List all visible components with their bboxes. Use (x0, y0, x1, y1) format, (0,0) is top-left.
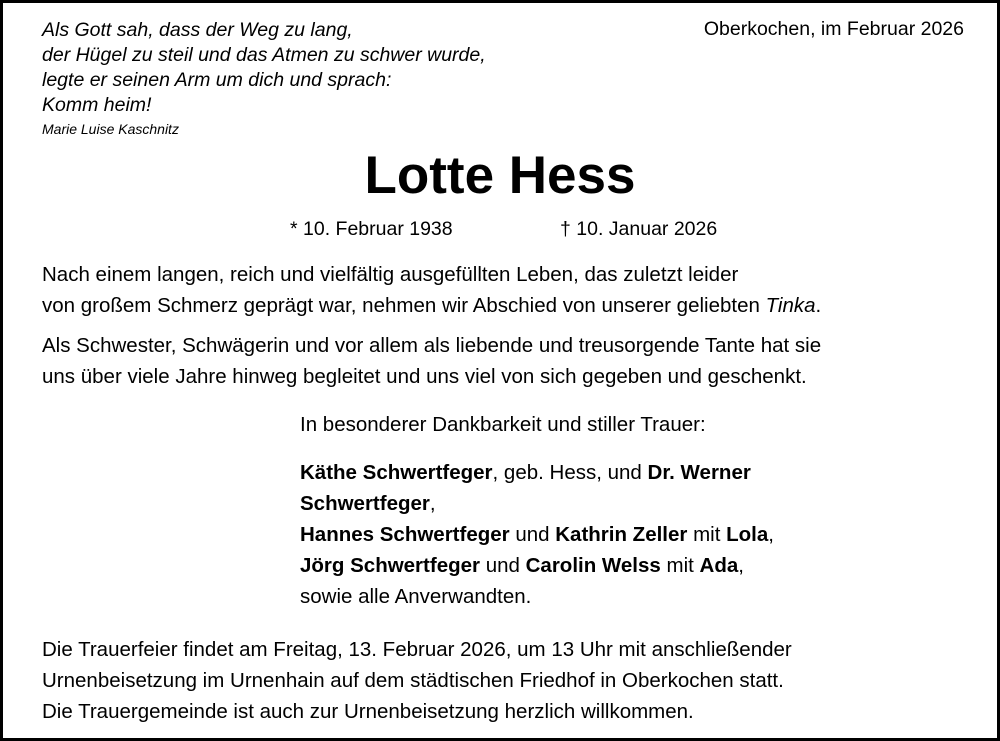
text-line: Nach einem langen, reich und vielfältig ausgefüllten Leben, das zuletzt leider (42, 263, 739, 286)
poem (42, 18, 486, 118)
deceased-name: Lotte Hess (364, 146, 636, 205)
text-line: Urnenbeisetzung im Urnenhain auf dem städtischen Friedhof in Oberkochen statt. (42, 669, 784, 692)
poem-line: legte er seinen Arm um dich und sprach: (42, 69, 392, 91)
paragraph-farewell (42, 259, 821, 321)
mourner-line: Schwertfeger, (300, 492, 436, 515)
mourners-list (300, 457, 774, 612)
text-line: von großem Schmerz geprägt war, nehmen wir Abschied von unserer geliebten Tinka. (42, 294, 822, 317)
birth-date: * 10. Februar 1938 (290, 218, 453, 240)
mourning-intro: In besonderer Dankbarkeit und stiller Trauer: (300, 413, 706, 436)
poem-line: Komm heim! (42, 94, 152, 116)
poem-author: Marie Luise Kaschnitz (42, 121, 179, 137)
text-line: uns über viele Jahre hinweg begleitet und uns viel von sich gegeben und geschenkt. (42, 365, 807, 388)
paragraph-ceremony (42, 634, 792, 727)
text-line: Die Trauerfeier findet am Freitag, 13. Februar 2026, um 13 Uhr mit anschließender (42, 638, 792, 661)
death-date: † 10. Januar 2026 (560, 218, 718, 240)
mourner-line: Hannes Schwertfeger und Kathrin Zeller mit Lola, (300, 523, 774, 546)
poem-line: der Hügel zu steil und das Atmen zu schwer wurde, (42, 44, 486, 66)
text-line: Die Trauergemeinde ist auch zur Urnenbeisetzung herzlich willkommen. (42, 700, 694, 723)
text-line: Als Schwester, Schwägerin und vor allem als liebende und treusorgende Tante hat sie (42, 334, 822, 357)
mourner-line: sowie alle Anverwandten. (300, 585, 532, 608)
paragraph-tribute (42, 330, 821, 392)
poem-line: Als Gott sah, dass der Weg zu lang, (42, 19, 353, 41)
mourner-line: Jörg Schwertfeger und Carolin Welss mit Ada, (300, 554, 744, 577)
place-date: Oberkochen, im Februar 2026 (703, 18, 964, 40)
mourner-line: Käthe Schwertfeger, geb. Hess, und Dr. Werner (300, 461, 751, 484)
